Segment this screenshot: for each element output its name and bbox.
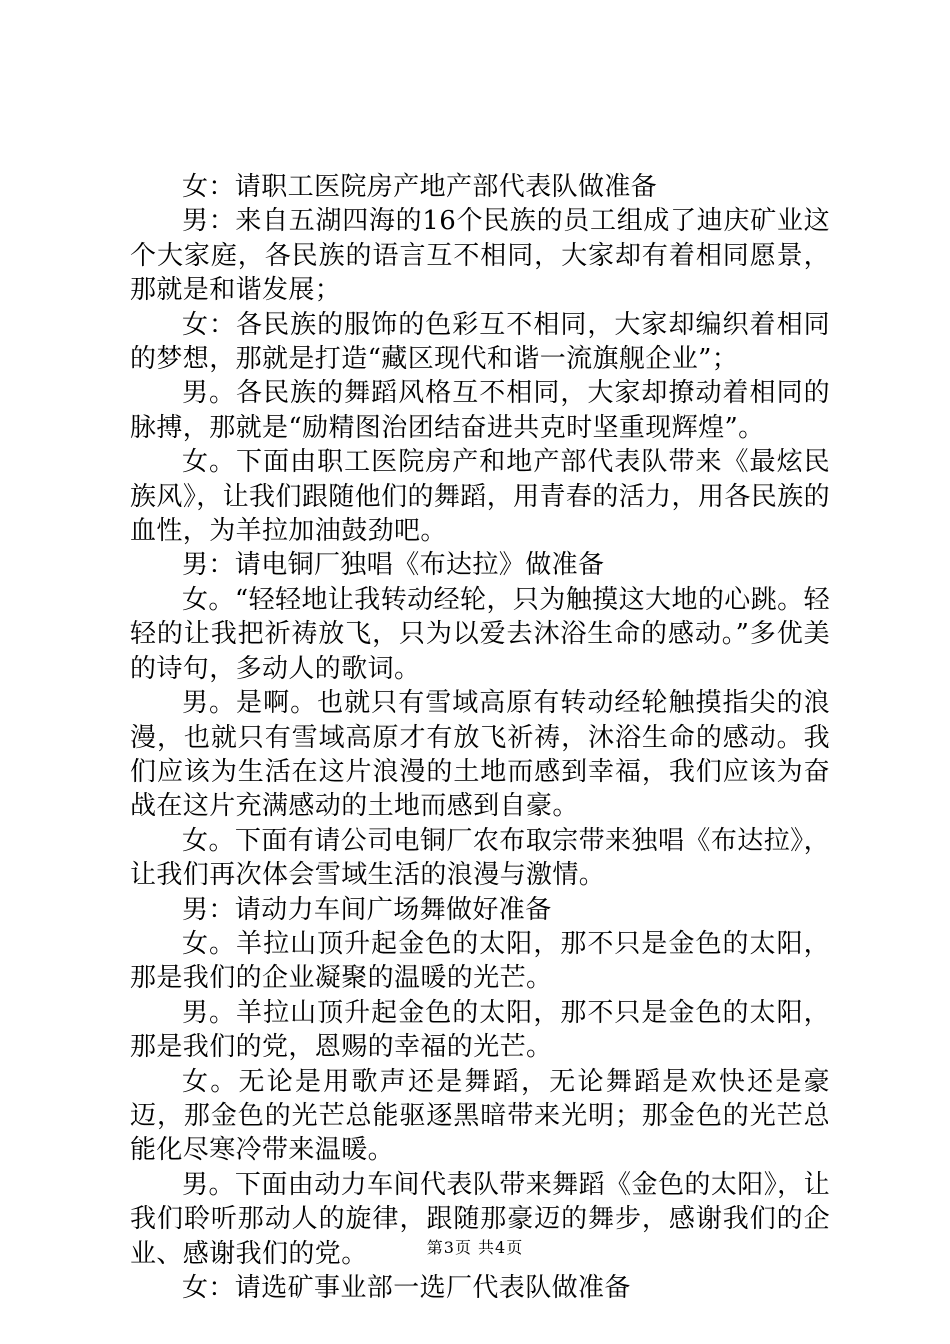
document-body bbox=[130, 170, 830, 1305]
page-footer bbox=[0, 1238, 950, 1258]
paragraph: 女：请职工医院房产地产部代表队做准备 bbox=[182, 172, 658, 202]
paragraph: 男。是啊。也就只有雪域高原有转动经轮触摸指尖的浪漫，也就只有雪域高原才有放飞祈祷，沐浴生命的感动。我们应该为生活在这片浪漫的土地而感到幸福，我们应该为奋战在这片充满感动的土地而感到自豪。 bbox=[130, 688, 830, 822]
paragraph: 女：请选矿事业部一选厂代表队做准备 bbox=[182, 1273, 631, 1303]
paragraph: 女。无论是用歌声还是舞蹈，无论舞蹈是欢快还是豪迈，那金色的光芒总能驱逐黑暗带来光明；那金色的光芒总能化尽寒冷带来温暖。 bbox=[130, 1066, 830, 1166]
paragraph: 女。“轻轻地让我转动经轮，只为触摸这大地的心跳。轻轻的让我把祈祷放飞，只为以爱去沐浴生命的感动。”多优美的诗句，多动人的歌词。 bbox=[130, 584, 830, 684]
paragraph: 男。各民族的舞蹈风格互不相同，大家却撩动着相同的脉搏，那就是“励精图治团结奋进共克时坚重现辉煌”。 bbox=[130, 378, 830, 443]
paragraph: 男：请动力车间广场舞做好准备 bbox=[182, 894, 552, 925]
paragraph: 男。下面由动力车间代表队带来舞蹈《金色的太阳》，让我们聆听那动人的旋律，跟随那豪迈的舞步，感谢我们的企业、感谢我们的党。 bbox=[130, 1169, 830, 1269]
paragraph: 男：来自五湖四海的16个民族的员工组成了迪庆矿业这个大家庭，各民族的语言互不相同，大家却有着相同愿景，那就是和谐发展； bbox=[130, 206, 830, 306]
paragraph: 男：请电铜厂独唱《布达拉》做准备 bbox=[182, 550, 605, 581]
page-number-label: 第3页 共4页 bbox=[426, 1238, 524, 1257]
paragraph: 女：各民族的服饰的色彩互不相同，大家却编织着相同的梦想，那就是打造“藏区现代和谐一流旗舰企业”； bbox=[130, 309, 830, 375]
paragraph: 女。下面有请公司电铜厂农布取宗带来独唱《布达拉》，让我们再次体会雪域生活的浪漫与激情。 bbox=[130, 825, 830, 891]
paragraph: 男。羊拉山顶升起金色的太阳，那不只是金色的太阳，那是我们的党，恩赐的幸福的光芒。 bbox=[130, 997, 830, 1063]
paragraph: 女。羊拉山顶升起金色的太阳，那不只是金色的太阳，那是我们的企业凝聚的温暖的光芒。 bbox=[130, 928, 830, 994]
paragraph: 女。下面由职工医院房产和地产部代表队带来《最炫民族风》，让我们跟随他们的舞蹈，用青春的活力，用各民族的血性，为羊拉加油鼓劲吧。 bbox=[130, 447, 830, 547]
